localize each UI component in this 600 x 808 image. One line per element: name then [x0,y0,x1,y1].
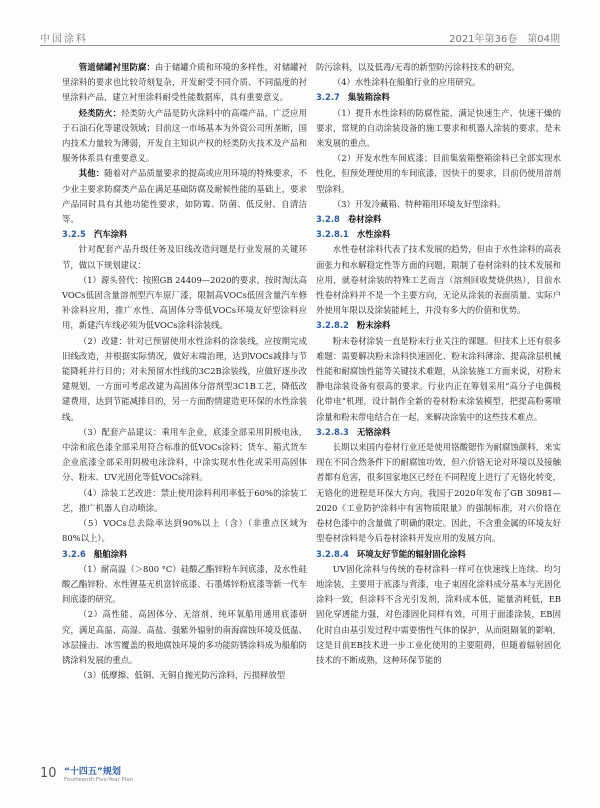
paragraph [62,425,307,486]
section-heading [316,90,561,105]
paragraph-text: （3）配套产品建议：乘用车企业，底漆全部采用阴极电泳，中涂和底色漆全部采用符合标准的低VOCs涂料；货车、箱式货车企业底漆全部采用阴极电泳涂料，中涂实现水性化或采用高固体分、粉末、UV光固化等低VOCs涂料。 [62,426,307,483]
paragraph [62,273,307,334]
paragraph-text: （4）涂装工艺改进：禁止使用涂料利用率低于60%的涂装工艺，推广机器人自动喷涂。 [62,487,307,513]
paragraph [316,151,561,197]
section-title: 水性涂料 [356,229,391,240]
paragraph [316,440,561,546]
paragraph [62,562,307,608]
section-number: 3.2.6 [62,548,86,559]
paragraph [62,166,307,227]
paragraph-text: （1）源头替代：按照GB 24409—2020的要求，按时淘汰高VOCs低固含量溶剂型汽车原厂漆，限制高VOCs低固含量汽车修补涂料应用，推广水性、高固体分等低VOCs环境友好型涂料应用，新建汽车线必须为低VOCs涂料涂装线。 [62,274,307,331]
section-heading [316,425,561,440]
paragraph-text: （2）高性能、高固体分、无溶剂、纯环氧船用通用底漆研究，满足高温、高湿、高盐、强紫外辐射的南海腐蚀环境及低温、冰层撞击、冰雪覆盖的极地腐蚀环境的多功能防锈涂料成为船舶防锈涂料发展的重点。 [62,609,307,665]
section-number: 3.2.5 [62,229,86,240]
paragraph [316,334,561,425]
section-title: 无铬涂料 [356,426,391,437]
section-heading [316,547,561,562]
paragraph-text: 长期以来国内卷材行业还是使用铬酸锶作为耐腐蚀颜料，来实现在不同合然条件下的耐腐蚀功效，但六价铬无论对环境以及接触者都有危害，很多国家地区已经在不同程度上进行了无铬化转变，无铬化的进程是环保大方向。我国于2020年发布了GB 30981—2020《工业防护涂料中有害物质限量》的强制标准，对六价铬在卷材色漆中的含量做了明确的限定。因此，不含重金属的环境友好型卷材涂料是今后卷材涂料开发应用的发展方向。 [316,442,561,544]
paragraph-text: 针对配套产品升级任务及旧线改造问题是行业发展的关键环节，做以下规划建议： [62,244,307,270]
paragraph [62,668,307,683]
section-number: 3.2.8.2 [316,320,349,331]
paragraph [62,242,307,272]
section-number: 3.2.7 [316,92,340,103]
paragraph-text: 随着对产品质量要求的提高或应用环境的特殊要求，不少业主要求防腐类产品在满足基础防腐及耐候性能的基础上，要求产品同时具有其他功能性要求，如防霉、防菌、低反射、自清洁等。 [62,168,308,225]
paragraph-text: （1）耐高温（＞800 °C）硅酸乙酯锌粉车间底漆，及水性硅酸乙酯锌粉、水性锂基无机富锌底漆、石墨烯锌粉底漆等新一代车间底漆的研究。 [62,563,307,605]
paragraph-text: （2）改建：针对已预留使用水性涂料的涂装线，应按期完成旧线改造，并根据实际情况，做好末端治理，达到VOCs减排与节能降耗并行目的；对未预留水性线的3C2B涂装线，应做好逐步改建规划，一方面可考虑改建为高固体分溶剂型3C1B工艺，降低改建费用，达到节能减排目的，另一方面酌情建造更环保的水性涂装线。 [62,335,307,422]
paragraph-text: UV固化涂料与传统的卷材涂料一样可在快速线上连续、均匀地涂装，主要用于底漆与背漆，电子束固化涂料成分基本与光固化涂料一致，但涂料不含光引发剂，涂料成本低，能量消耗低，EB固化穿透能力强，对色漆固化同样有效，可用于面漆涂装，EB固化时自由基引发过程中需要惰性气体的保护，从而阻隔氧的影响，这是目前EB技术进一步工业化使用的主要阻碍，但随着辐射固化技术的不断成熟，这种环保节能的 [316,563,561,665]
right-column [316,60,561,668]
page-number: 10 [40,766,57,781]
section-heading [62,547,307,562]
paragraph-text: （4）水性涂料在船舶行业的应用研究。 [332,77,481,88]
section-heading [62,227,307,242]
section-title: 汽车涂料 [93,229,128,240]
paragraph [316,75,561,90]
section-title: 船舶涂料 [93,548,128,559]
paragraph-text: 水性卷材涂料代表了技术发展的趋势，但由于水性涂料的高表面张力和水解稳定性等方面的问题，限制了卷材涂料的技术发展和应用，就卷材涂装的特殊工艺而言（溶剂回收焚烧供热），目前水性卷材涂料并不是一个主要方向，无论从涂装的表面质量、实际户外使用年限以及涂装能耗上，并没有多大的价值和优势。 [316,244,561,316]
journal-name: 中国涂料 [40,34,88,45]
section-number: 3.2.8 [316,214,340,225]
page-header [40,26,560,44]
issue-info: 2021年第36卷 第04期 [449,34,560,45]
paragraph [62,334,307,425]
section-heading [316,227,561,242]
paragraph-text: （2）开发水性车间底漆；目前集装箱整箱涂料已全部实现水性化，但预处理使用的车间底漆，因快干的要求，目前仍使用溶剂型涂料。 [316,153,561,194]
paragraph [316,106,561,152]
paragraph [62,607,307,668]
paragraph [62,486,307,516]
paragraph-text: 烃类防火产品是防火涂料中的高端产品，广泛应用于石油石化等建设领域；目前这一市场基本为外资公司所垄断，国内技术力量较为薄弱，开发自主知识产权的烃类防火技术及产品和服务体系具有重要意义。 [62,107,308,164]
paragraph-lead: 其他： [78,168,105,179]
paragraph [316,60,561,75]
paragraph-text: 粉末卷材涂装一直是粉末行业关注的课题。但技术上还有很多难题：需要解决粉末涂料快速固化、粉末涂料薄涂、提高涂层机械性能和耐腐蚀性能等关键技术难题，从涂装施工方面来说，对粉末静电涂装设备有很高的要求。行业内正在筹划采用“高分子电偶极化带电”机理，设计制作全新的卷材粉末涂装模型，把提高粉雾喷涂量和粉末带电结合在一起，来解决涂装中的这些技术难点。 [316,335,561,422]
section-title: 集装箱涂料 [347,92,390,103]
paragraph-text: 防污涂料，以及低毒/无毒的新型防污涂料技术的研究。 [316,62,520,72]
paragraph [62,516,307,546]
paragraph-text: （3）开发冷藏箱、特种箱用环境友好型涂料。 [332,198,506,209]
paragraph-text: （1）提升水性涂料的防腐性能，满足快速生产、快速干燥的要求，常规的自动涂装设备的施工要求和机器人涂装的要求，是未来发展的重点。 [316,107,561,149]
paragraph [316,242,561,318]
paragraph [62,106,307,167]
header-divider [40,45,560,46]
section-title: 环境友好节能的辐射固化涂料 [356,548,466,559]
page-footer [40,760,240,796]
paragraph-text: 由于储罐介质和环境的多样性，对储罐衬里涂料的要求也比较苛刻复杂，开发耐受不同介质、不同温度的衬里涂料产品，建立衬里涂料耐受性能数据库，具有重要意义。 [62,62,307,103]
section-heading [316,212,561,227]
paragraph [316,197,561,212]
paragraph-text: （3）低摩擦、低铜、无铜自抛光防污涂料，污损释放型 [78,670,286,681]
section-number: 3.2.8.1 [316,229,349,240]
paragraph-text: （5）VOCs总去除率达到90%以上（含）（非重点区域为80%以上）。 [62,518,307,544]
section-number: 3.2.8.3 [316,426,349,437]
paragraph [316,562,561,668]
plan-title: “十四五”规划 [64,767,121,777]
section-heading [316,318,561,333]
paragraph [62,60,307,106]
plan-subtitle: Fourteenth Five-Year Plan [64,777,134,783]
section-title: 卷材涂料 [347,214,382,225]
left-column [62,60,307,683]
section-title: 粉末涂料 [356,320,391,331]
paragraph-lead: 管道储罐衬里防腐： [78,62,155,72]
section-number: 3.2.8.4 [316,548,349,559]
paragraph-lead: 烃类防火： [78,107,122,118]
